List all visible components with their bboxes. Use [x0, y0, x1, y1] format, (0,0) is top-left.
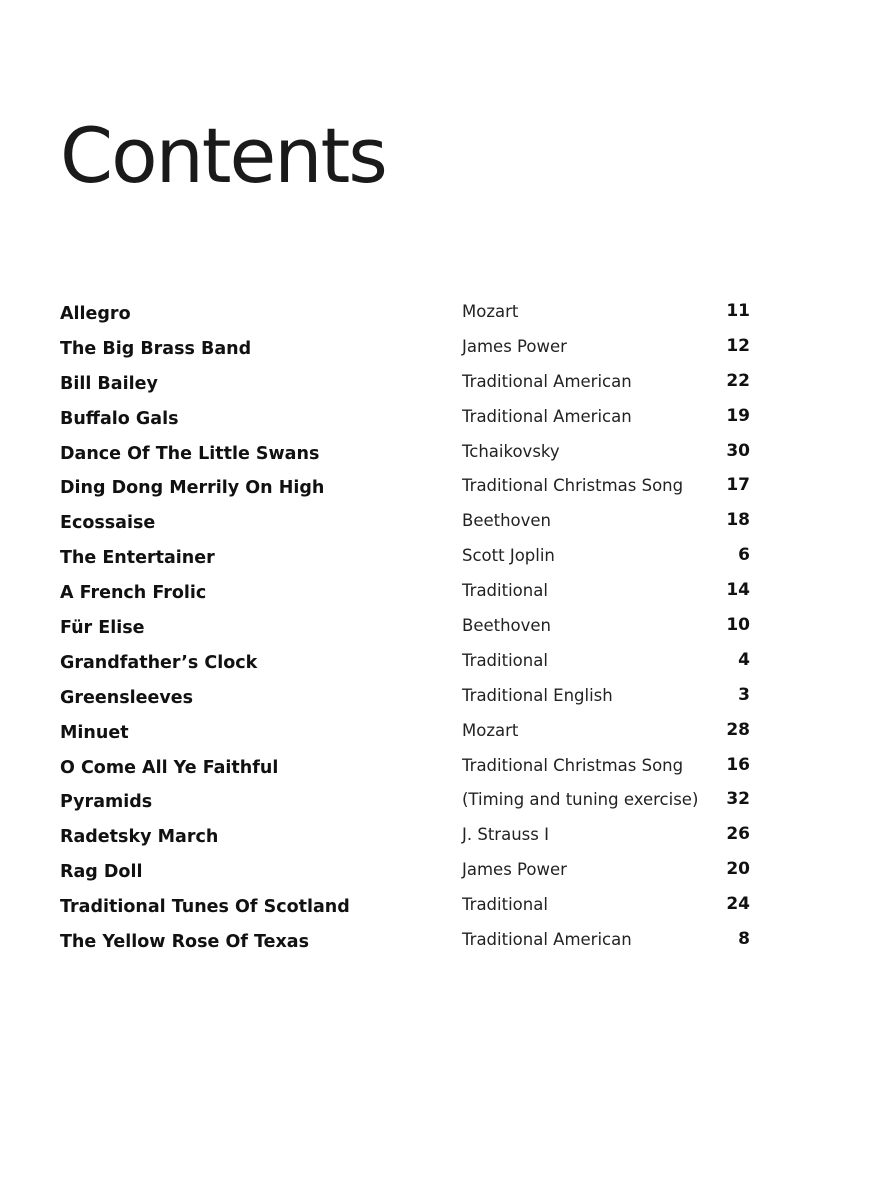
- page-title: Contents: [60, 111, 386, 200]
- toc-entry: [60, 614, 760, 649]
- toc-entry: [60, 405, 760, 440]
- toc-entry-page-number: 14: [726, 580, 750, 601]
- toc-entry: [60, 719, 760, 754]
- toc-entry-composer: Scott Joplin: [462, 546, 555, 566]
- toc-entry-title: O Come All Ye Faithful: [60, 757, 279, 778]
- toc-entry-composer: Traditional American: [462, 406, 632, 426]
- toc-entry-title: Minuet: [60, 722, 129, 743]
- toc-entry-title: Allegro: [60, 304, 131, 324]
- toc-entry-title: Radetsky March: [60, 827, 219, 848]
- toc-entry-page-number: 20: [726, 859, 750, 880]
- toc-entry: [60, 858, 760, 893]
- toc-entry-composer: James Power: [462, 336, 567, 356]
- toc-entry-composer: Traditional: [462, 581, 548, 601]
- toc-entry-title: Ecossaise: [60, 513, 156, 534]
- toc-entry-page-number: 12: [726, 335, 750, 356]
- toc-entry-page-number: 30: [726, 440, 750, 461]
- toc-entry: [60, 928, 760, 963]
- toc-entry-page-number: 6: [738, 545, 750, 566]
- toc-entry-page-number: 24: [726, 894, 750, 915]
- toc-entry: [60, 649, 760, 684]
- toc-entry-title: The Entertainer: [60, 548, 215, 569]
- toc-entry: [60, 474, 760, 509]
- toc-entry: [60, 300, 760, 335]
- toc-entry-composer: Traditional: [462, 650, 548, 670]
- toc-entry-page-number: 22: [726, 370, 750, 391]
- toc-entry: [60, 823, 760, 858]
- toc-entry-page-number: 11: [726, 301, 750, 321]
- toc-entry: [60, 544, 760, 579]
- toc-entry: [60, 754, 760, 789]
- toc-entry-page-number: 28: [726, 719, 750, 740]
- toc-entry-composer: Tchaikovsky: [462, 441, 560, 461]
- toc-entry: [60, 579, 760, 614]
- toc-entry-composer: Traditional American: [462, 371, 632, 391]
- toc-entry-title: Buffalo Gals: [60, 408, 179, 429]
- toc-entry-composer: James Power: [462, 860, 567, 880]
- toc-entry-page-number: 18: [726, 510, 750, 531]
- toc-entry: [60, 335, 760, 370]
- toc-entry-title: The Big Brass Band: [60, 338, 252, 359]
- toc-entry-composer: J. Strauss I: [462, 825, 549, 845]
- toc-entry-page-number: 19: [726, 405, 750, 426]
- toc-entry-composer: Traditional Christmas Song: [462, 755, 684, 775]
- toc-entry-page-number: 32: [726, 789, 750, 810]
- toc-entry-composer: (Timing and tuning exercise): [462, 790, 699, 810]
- toc-entry-composer: Traditional American: [462, 930, 632, 950]
- toc-entry-page-number: 26: [726, 824, 750, 845]
- toc-entry-composer: Traditional: [462, 895, 548, 915]
- toc-entry-composer: Traditional Christmas Song: [462, 476, 684, 496]
- toc-entry-title: Bill Bailey: [60, 373, 158, 394]
- toc-entry-page-number: 10: [726, 615, 750, 636]
- toc-entry-page-number: 8: [738, 929, 750, 950]
- toc-entry-composer: Mozart: [462, 302, 519, 321]
- toc-entry-composer: Beethoven: [462, 511, 552, 531]
- toc-entry-title: Dance Of The Little Swans: [60, 443, 320, 464]
- toc-entry-title: Ding Dong Merrily On High: [60, 478, 325, 499]
- toc-entry: [60, 788, 760, 823]
- toc-entry-composer: Traditional English: [462, 685, 613, 705]
- toc-entry-composer: Beethoven: [462, 616, 552, 636]
- toc-entry-page-number: 17: [726, 475, 750, 496]
- contents-list: [60, 300, 760, 963]
- toc-entry-title: Pyramids: [60, 792, 153, 813]
- toc-entry-page-number: 4: [738, 649, 750, 670]
- toc-entry-title: Rag Doll: [60, 862, 143, 883]
- toc-entry-title: Greensleeves: [60, 687, 194, 708]
- toc-entry-title: A French Frolic: [60, 583, 207, 604]
- toc-entry: [60, 370, 760, 405]
- toc-entry-page-number: 16: [726, 754, 750, 775]
- toc-entry-page-number: 3: [738, 684, 750, 705]
- toc-entry: [60, 684, 760, 719]
- toc-entry: [60, 893, 760, 928]
- toc-entry: [60, 509, 760, 544]
- toc-entry-title: Grandfather’s Clock: [60, 652, 258, 673]
- toc-entry-title: Traditional Tunes Of Scotland: [60, 897, 350, 918]
- toc-entry: [60, 440, 760, 475]
- toc-entry-title: The Yellow Rose Of Texas: [60, 932, 310, 953]
- toc-entry-composer: Mozart: [462, 720, 519, 740]
- toc-entry-title: Für Elise: [60, 618, 145, 639]
